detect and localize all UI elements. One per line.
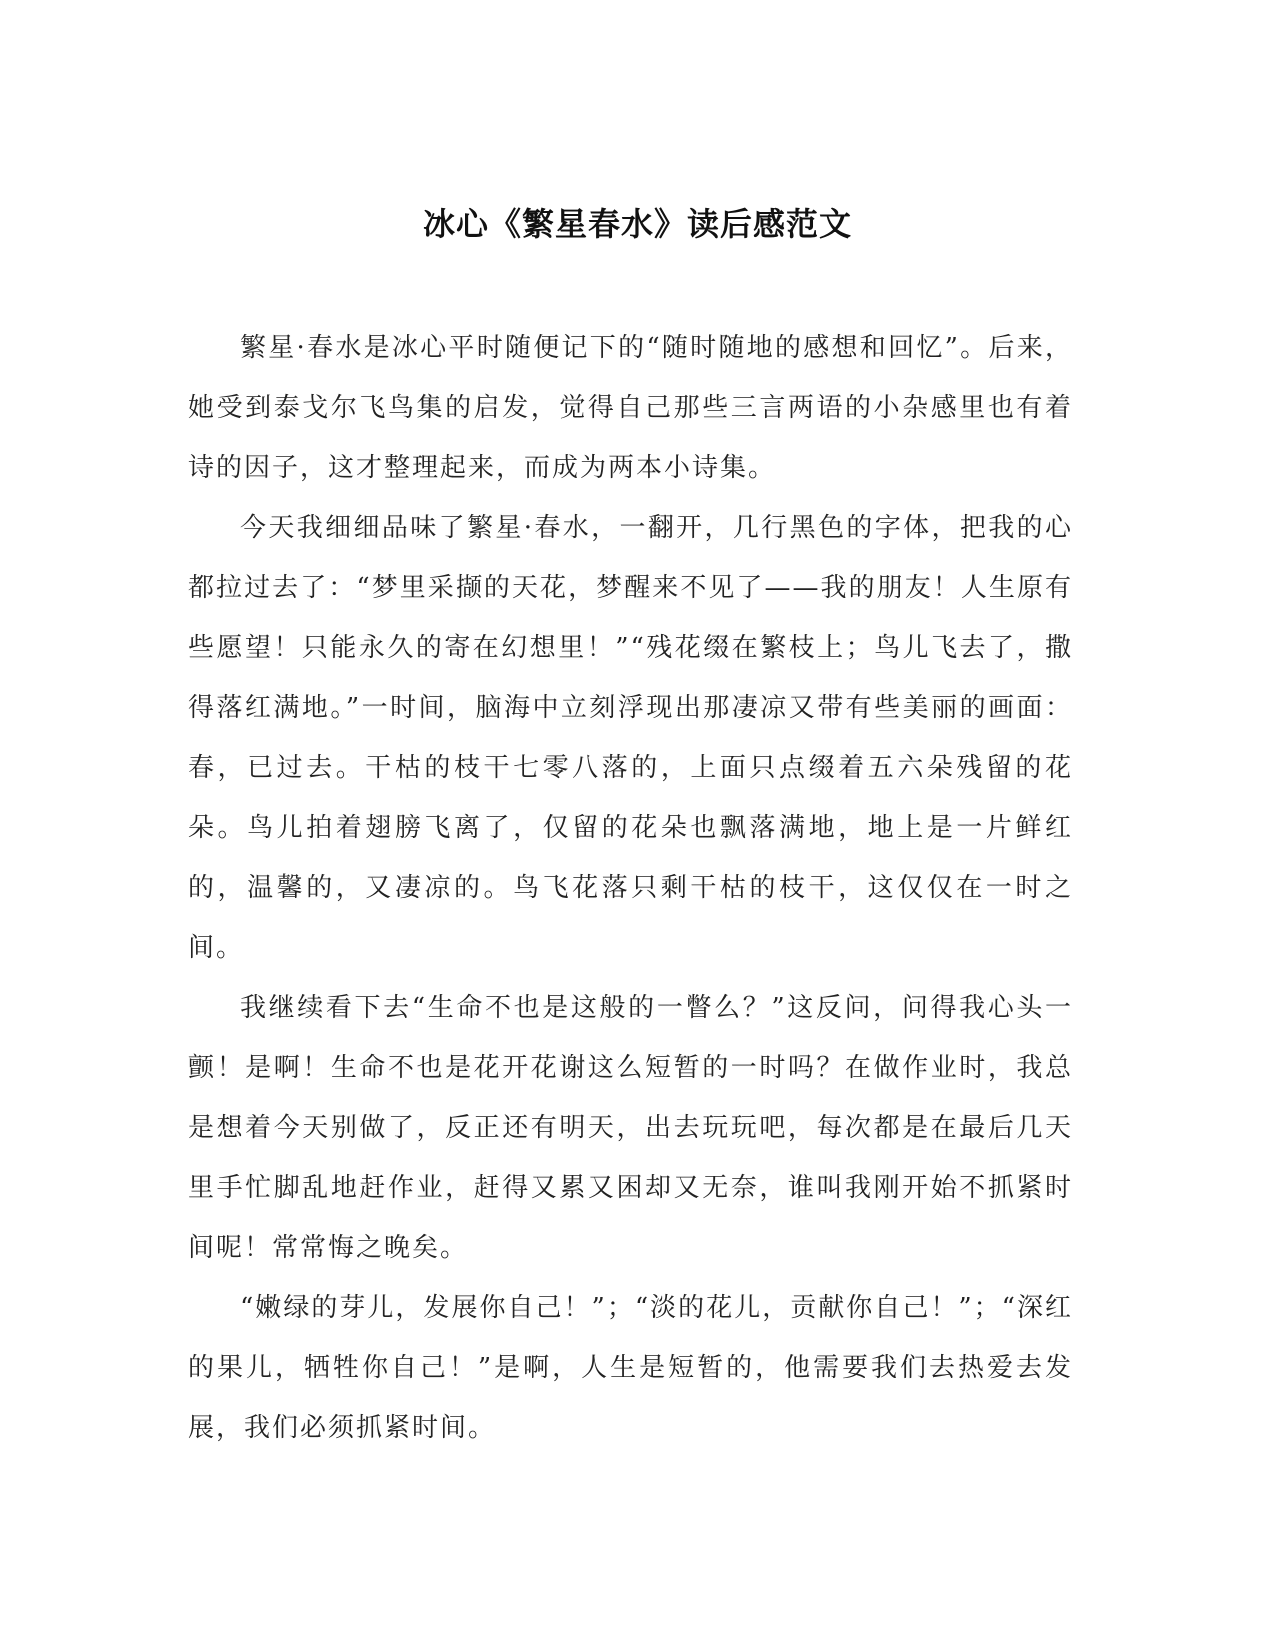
paragraph-4: “嫩绿的芽儿，发展你自己！”；“淡的花儿，贡献你自己！”；“深红的果儿，牺牲你自己！”是啊，人生是短暂的，他需要我们去热爱去发展，我们必须抓紧时间。 — [188, 1293, 1073, 1443]
paragraph-1: 繁星·春水是冰心平时随便记下的“随时随地的感想和回忆”。后来，她受到泰戈尔飞鸟集的启发，觉得自己那些三言两语的小杂感里也有着诗的因子，这才整理起来，而成为两本小诗集。 — [188, 333, 1073, 483]
document-body — [188, 318, 1073, 1458]
paragraph-2: 今天我细细品味了繁星·春水，一翻开，几行黑色的字体，把我的心都拉过去了：“梦里采撷的天花，梦醒来不见了——我的朋友！人生原有些愿望！只能永久的寄在幻想里！”“残花缀在繁枝上；鸟儿飞去了，撒得落红满地。”一时间，脑海中立刻浮现出那凄凉又带有些美丽的画面：春，已过去。干枯的枝干七零八落的，上面只点缀着五六朵残留的花朵。鸟儿拍着翅膀飞离了，仅留的花朵也飘落满地，地上是一片鲜红的，温馨的，又凄凉的。鸟飞花落只剩干枯的枝干，这仅仅在一时之间。 — [188, 513, 1073, 963]
paragraph-3: 我继续看下去“生命不也是这般的一瞥么？”这反问，问得我心头一颤！是啊！生命不也是花开花谢这么短暂的一时吗？在做作业时，我总是想着今天别做了，反正还有明天，出去玩玩吧，每次都是在最后几天里手忙脚乱地赶作业，赶得又累又困却又无奈，谁叫我刚开始不抓紧时间呢！常常悔之晚矣。 — [188, 993, 1073, 1263]
document-title: 冰心《繁星春水》读后感范文 — [422, 205, 852, 243]
